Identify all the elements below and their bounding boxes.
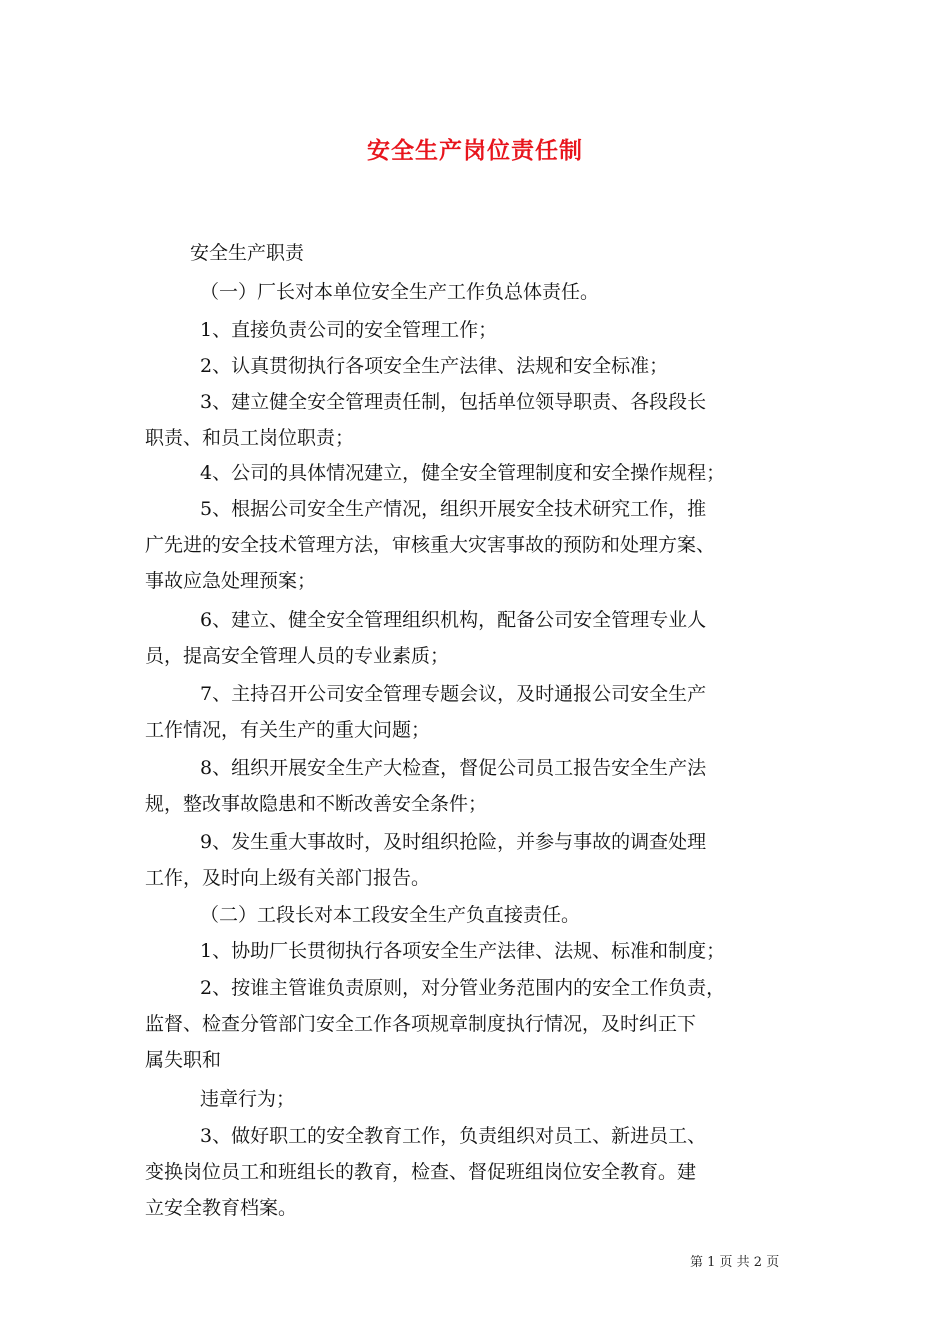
section-heading: 安全生产职责: [190, 242, 305, 264]
paragraph-line: 变换岗位员工和班组长的教育，检查、督促班组岗位安全教育。建: [145, 1161, 697, 1183]
paragraph-line: 3、做好职工的安全教育工作，负责组织对员工、新进员工、: [200, 1125, 707, 1147]
paragraph-line: （二）工段长对本工段安全生产负直接责任。: [200, 904, 581, 926]
paragraph-line: 职责、和员工岗位职责；: [145, 427, 355, 449]
paragraph-line: 1、直接负责公司的安全管理工作；: [200, 319, 498, 341]
paragraph-line: 5、根据公司安全生产情况，组织开展安全技术研究工作，推: [200, 498, 707, 520]
paragraph-line: 7、主持召开公司安全管理专题会议，及时通报公司安全生产: [200, 683, 707, 705]
paragraph-line: 8、组织开展安全生产大检查，督促公司员工报告安全生产法: [200, 757, 707, 779]
paragraph-line: 4、公司的具体情况建立，健全安全管理制度和安全操作规程；: [200, 462, 726, 484]
paragraph-line: 事故应急处理预案；: [145, 570, 317, 592]
paragraph-line: 规，整改事故隐患和不断改善安全条件；: [145, 793, 488, 815]
paragraph-line: 6、建立、健全安全管理组织机构，配备公司安全管理专业人: [200, 609, 707, 631]
paragraph-line: 1、协助厂长贯彻执行各项安全生产法律、法规、标准和制度；: [200, 940, 726, 962]
paragraph-line: 2、认真贯彻执行各项安全生产法律、法规和安全标准；: [200, 355, 669, 377]
paragraph-line: 9、发生重大事故时，及时组织抢险，并参与事故的调查处理: [200, 831, 707, 853]
document-title: 安全生产岗位责任制: [367, 138, 583, 164]
paragraph-line: 立安全教育档案。: [145, 1197, 298, 1219]
paragraph-line: 工作，及时向上级有关部门报告。: [145, 867, 431, 889]
paragraph-line: 员，提高安全管理人员的专业素质；: [145, 645, 450, 667]
paragraph-line: 属失职和: [145, 1049, 222, 1071]
paragraph-line: 违章行为；: [200, 1088, 296, 1110]
paragraph-line: （一）厂长对本单位安全生产工作负总体责任。: [200, 281, 600, 303]
page-footer: 第 1 页 共 2 页: [690, 1255, 780, 1270]
paragraph-line: 监督、检查分管部门安全工作各项规章制度执行情况，及时纠正下: [145, 1013, 697, 1035]
paragraph-line: 3、建立健全安全管理责任制，包括单位领导职责、各段段长: [200, 391, 707, 413]
paragraph-line: 2、按谁主管谁负责原则，对分管业务范围内的安全工作负责，: [200, 977, 726, 999]
paragraph-line: 广先进的安全技术管理方法，审核重大灾害事故的预防和处理方案、: [145, 534, 716, 556]
paragraph-line: 工作情况，有关生产的重大问题；: [145, 719, 431, 741]
